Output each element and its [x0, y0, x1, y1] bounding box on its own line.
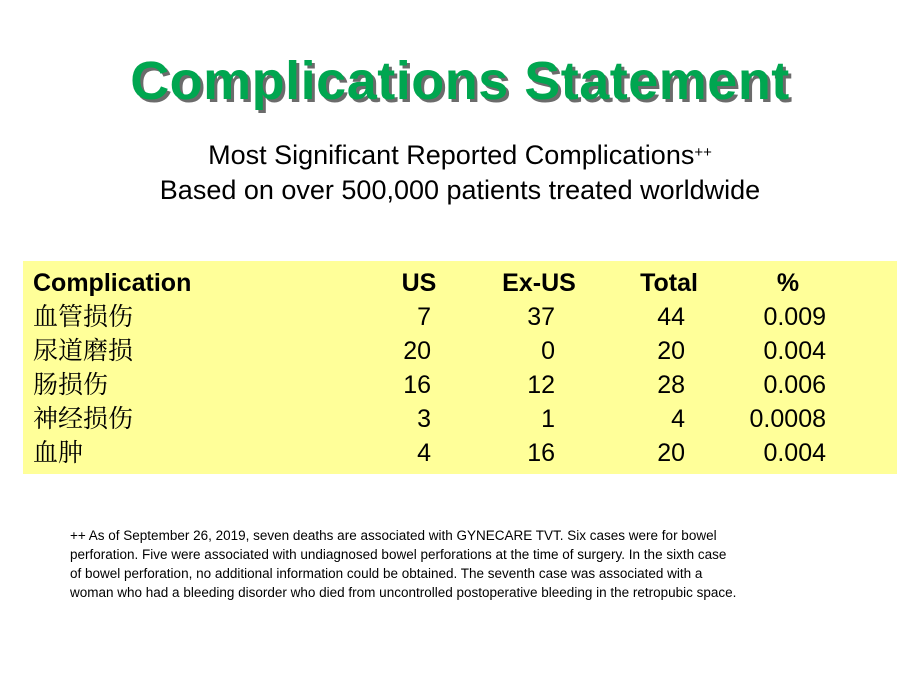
header-us: US [401, 269, 437, 297]
row-complication: 肠损伤 [33, 371, 109, 399]
row-total: 20 [657, 439, 685, 467]
row-complication: 血管损伤 [33, 303, 134, 331]
row-complication: 神经损伤 [33, 405, 134, 433]
table-row [23, 300, 897, 334]
row-ex-us: 1 [541, 405, 555, 433]
footnote-line: of bowel perforation, no additional information could be obtained. The seventh case was associated with a [70, 566, 703, 581]
row-ex-us: 12 [527, 371, 555, 399]
row-ex-us: 37 [527, 303, 555, 331]
subtitle-line-1 [0, 138, 920, 172]
header-ex-us: Ex-US [502, 269, 576, 297]
row-percent: 0.004 [763, 439, 826, 467]
row-percent: 0.004 [763, 337, 826, 365]
row-percent: 0.006 [763, 371, 826, 399]
footnote-line: woman who had a bleeding disorder who died from uncontrolled postoperative bleeding in the retropubic space. [70, 585, 737, 600]
footnote [70, 526, 860, 602]
subtitle-line-2: Based on over 500,000 patients treated worldwide [159, 175, 761, 205]
row-us: 16 [403, 371, 431, 399]
row-us: 4 [417, 439, 431, 467]
row-us: 3 [417, 405, 431, 433]
row-percent: 0.009 [763, 303, 826, 331]
table-row [23, 436, 897, 470]
complications-table [23, 261, 897, 474]
footnote-line: perforation. Five were associated with undiagnosed bowel perforations at the time of surgery. In the sixth case [70, 547, 727, 562]
row-complication: 尿道磨损 [33, 337, 134, 365]
row-percent: 0.0008 [749, 405, 826, 433]
subtitle-superscript: ++ [694, 144, 712, 161]
subtitle-line-1-text: Most Significant Reported Complications [208, 140, 695, 170]
row-ex-us: 0 [541, 337, 555, 365]
table-row [23, 368, 897, 402]
row-complication: 血肿 [33, 439, 84, 467]
row-total: 20 [657, 337, 685, 365]
header-complication: Complication [33, 269, 192, 297]
header-percent: % [776, 269, 800, 297]
row-ex-us: 16 [527, 439, 555, 467]
row-total: 44 [657, 303, 685, 331]
row-us: 20 [403, 337, 431, 365]
row-total: 28 [657, 371, 685, 399]
row-total: 4 [671, 405, 685, 433]
header-total: Total [640, 269, 698, 297]
footnote-line: ++ As of September 26, 2019, seven deaths are associated with GYNECARE TVT. Six cases were for bowel [70, 528, 717, 543]
table-header-row [23, 266, 897, 300]
table-row [23, 402, 897, 436]
row-us: 7 [417, 303, 431, 331]
table-row [23, 334, 897, 368]
page-title: Complications Statement [130, 51, 790, 111]
